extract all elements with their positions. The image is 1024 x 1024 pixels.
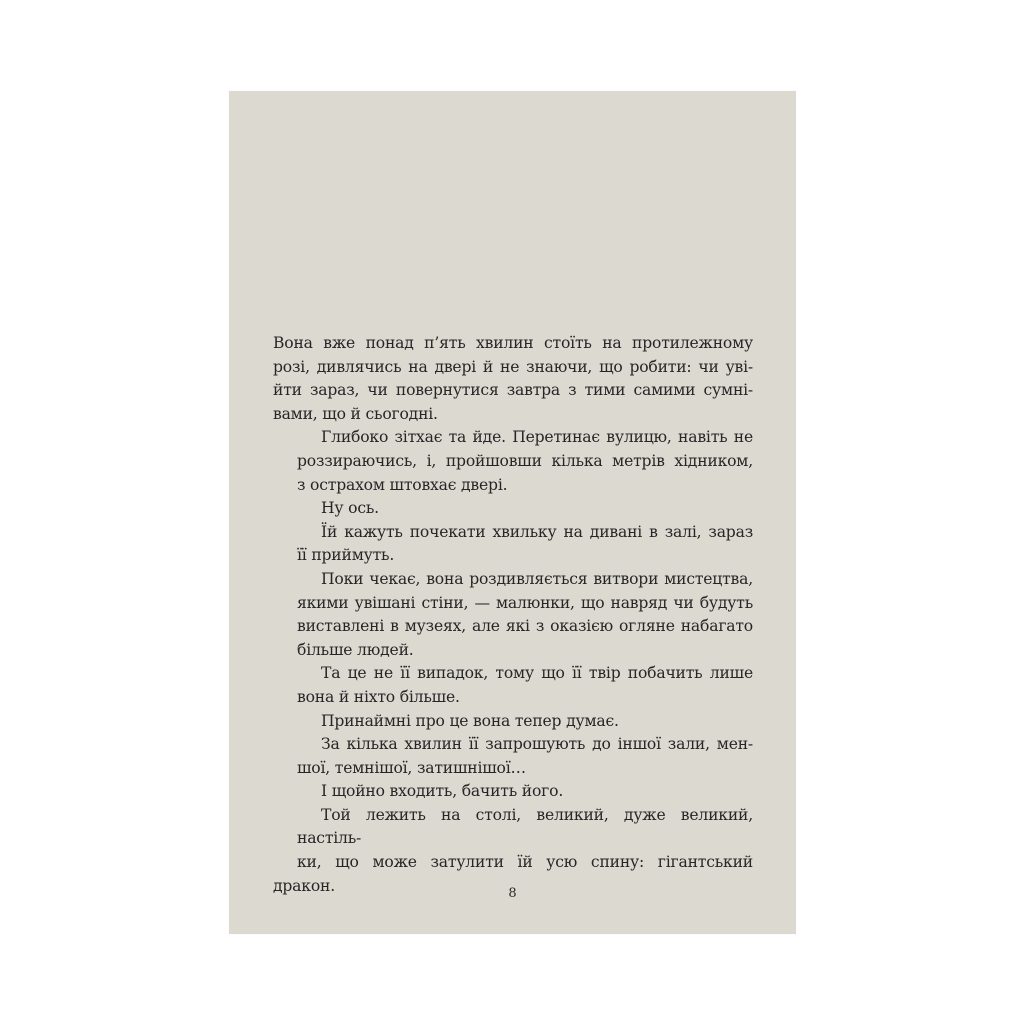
text-line: Ну ось. (321, 499, 379, 518)
text-line: Їй кажуть почекати хвильку на дивані в залі, зараз (321, 522, 753, 541)
text-line: розі, дивлячись на двері й не знаючи, що робити: чи уві- (273, 357, 753, 376)
page-number: 8 (508, 886, 517, 901)
paragraph (273, 568, 753, 662)
text-line: За кілька хвилин її запрошують до іншої зали, мен- (321, 735, 753, 754)
text-line: Та це не її випадок, тому що її твір побачить лише (321, 664, 753, 683)
text-line: Вона вже понад п’ять хвилин стоїть на протилежному (273, 334, 753, 352)
text-line: йти зараз, чи повернутися завтра з тими самими сумні- (273, 381, 753, 400)
text-line: її приймуть. (297, 546, 395, 565)
paragraph (273, 521, 753, 568)
text-line: Глибоко зітхає та йде. Перетинає вулицю, навіть не (321, 428, 753, 447)
paragraph (273, 710, 753, 734)
paragraph (273, 804, 753, 898)
text-line: більше людей. (297, 640, 414, 659)
text-line: вами, що й сьогодні. (273, 404, 438, 423)
text-line: І щойно входить, бачить його. (321, 782, 564, 801)
paragraph (273, 426, 753, 497)
paragraph (273, 733, 753, 780)
text-line: Поки чекає, вона роздивляється витвори мистецтва, (321, 569, 753, 588)
text-line: виставлені в музеях, але які з оказією огляне набагато (297, 617, 753, 636)
text-line: з острахом штовхає двері. (297, 475, 508, 494)
text-line: вона й ніхто більше. (297, 687, 460, 706)
text-line: шої, темнішої, затишнішої… (297, 758, 526, 777)
body-text (273, 332, 753, 898)
text-line: якими увішані стіни, — малюнки, що навряд чи будуть (297, 593, 753, 612)
paragraph (273, 497, 753, 521)
book-page (229, 91, 796, 934)
paragraph (273, 780, 753, 804)
paragraph (273, 662, 753, 709)
text-line: Принаймні про це вона тепер думає. (321, 711, 619, 730)
text-line: ки, що може затулити їй усю спину: гігантський дракон. (273, 853, 753, 895)
text-line: Той лежить на столі, великий, дуже великий, настіль- (297, 805, 753, 848)
paragraph (273, 332, 753, 426)
text-line: роззираючись, і, пройшовши кілька метрів хідником, (297, 451, 753, 470)
